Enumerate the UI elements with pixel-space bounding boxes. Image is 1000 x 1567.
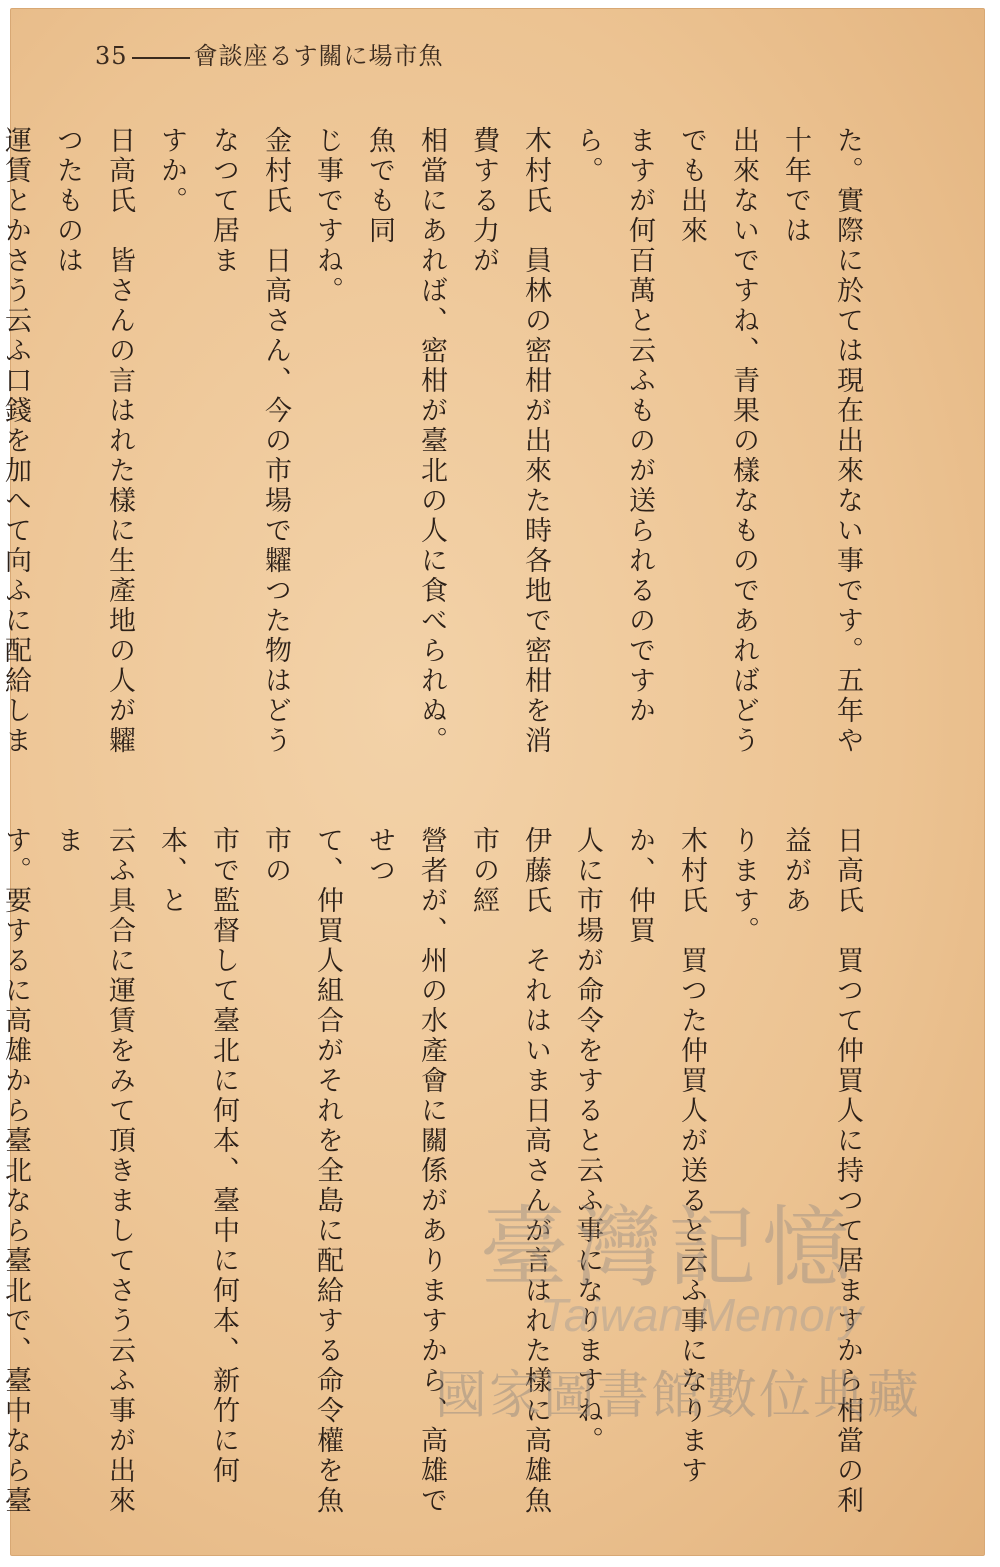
header-dash	[132, 57, 190, 59]
text-line: 人に市場が命令をすると云ふ事になりますね。	[572, 826, 603, 1456]
text-line: 日高氏 買つて仲買人に持つて居ますから相當の利益があ	[780, 826, 863, 1516]
text-line: すか。	[156, 126, 187, 216]
text-line: 出來ないですね、青果の樣なものであればどうでも出來	[676, 126, 759, 756]
text-line: 日高氏 皆さんの言はれた樣に生產地の人が糶つたものは	[52, 126, 135, 756]
text-line: 金村氏 日高さん、今の市場で糶つた物はどうなつて居ま	[208, 126, 291, 756]
watermark-english: Taiwan Memory	[540, 1289, 863, 1341]
watermark-logo-text: 臺灣記憶	[480, 1196, 857, 1299]
text-line: 營者が、州の水產會に關係がありますから、高雄でせつ	[364, 826, 447, 1516]
text-line: 木村氏 買つた仲買人が送ると云ふ事になりますか、仲買	[624, 826, 707, 1486]
page-number: 35	[95, 42, 128, 70]
upper-text-block	[0, 126, 873, 766]
text-line: た。實際に於ては現在出來ない事です。五年や十年では	[780, 126, 863, 756]
text-line: 相當にあれば、密柑が臺北の人に食べられぬ。魚でも同	[364, 126, 447, 756]
lower-text-block	[0, 826, 873, 1516]
text-line: 運賃とかさう云ふ口錢を加へて向ふに配給しま	[0, 126, 31, 756]
text-line: す。要するに高雄から臺北なら臺北で、臺中なら臺	[0, 826, 31, 1516]
text-line: ります。	[728, 826, 759, 946]
text-line: じ事ですね。	[312, 126, 343, 306]
text-line: 木村氏 員林の密柑が出來た時各地で密柑を消費する力が	[468, 126, 551, 756]
text-line: ますが何百萬と云ふものが送られるのですから。	[572, 126, 655, 726]
header-title: 會談座るす關に場市魚	[193, 42, 444, 70]
watermark-institution: 國家圖書館數位典藏	[435, 1366, 922, 1426]
text-line: 市で監督して臺北に何本、臺中に何本、新竹に何本、と	[156, 826, 239, 1486]
book-page	[0, 8, 985, 1556]
running-header	[95, 36, 444, 71]
text-line: 云ふ具合に運賃をみて頂きましてさう云ふ事が出來ま	[52, 826, 135, 1516]
text-line: て、仲買人組合がそれを全島に配給する命令權を魚市の	[260, 826, 343, 1516]
text-line: 伊藤氏 それはいま日高さんが言はれた樣に高雄魚市の經	[468, 826, 551, 1516]
